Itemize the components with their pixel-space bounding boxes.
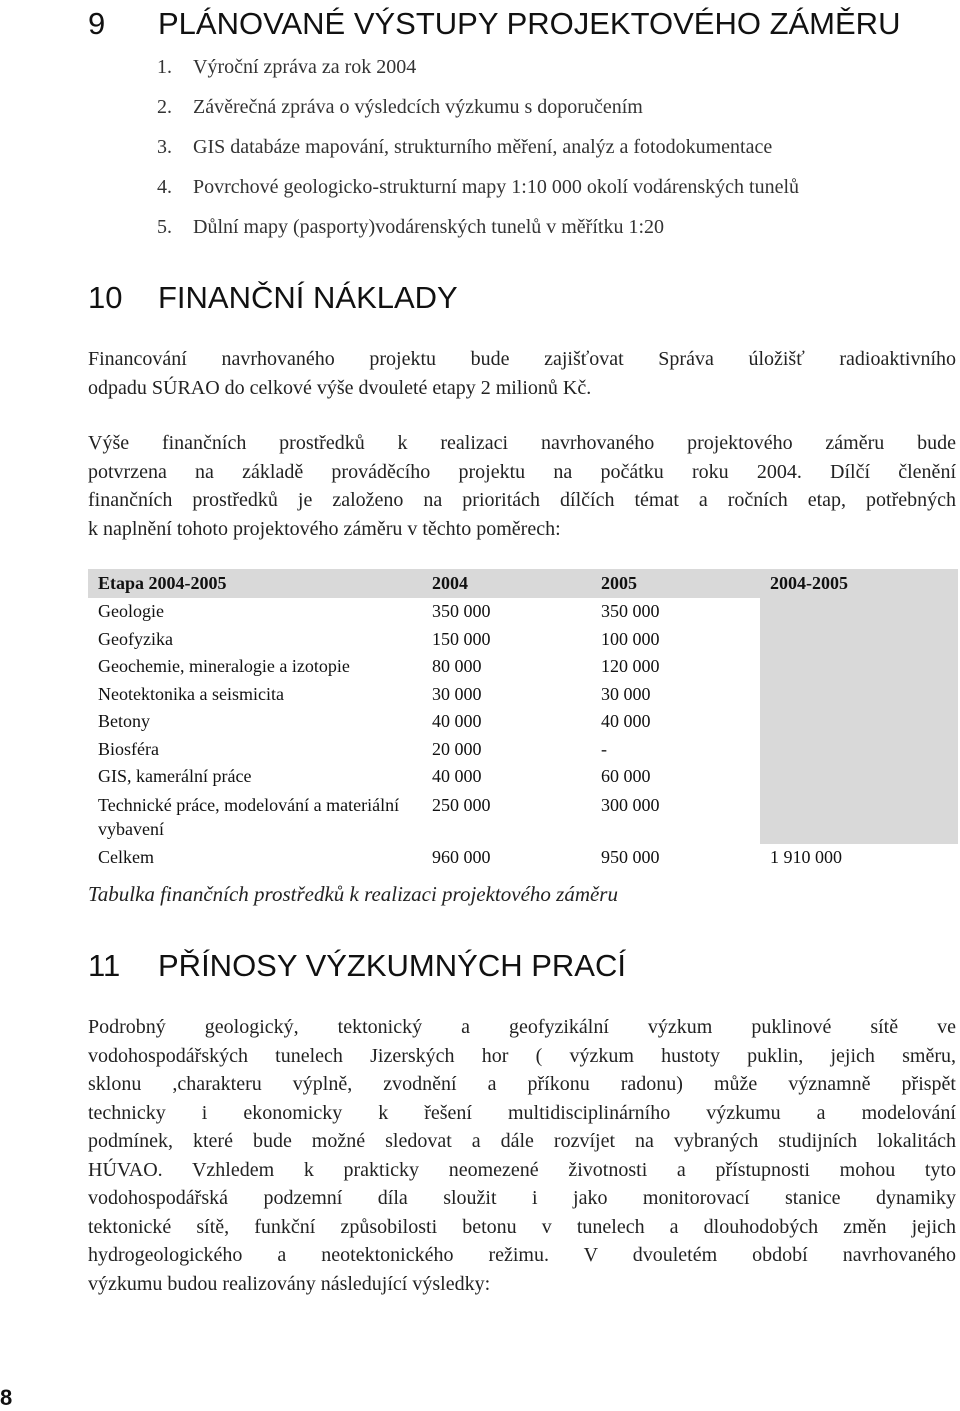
text-line: technicky i ekonomicky k řešení multidisciplinárního výzkumu a modelování — [88, 1101, 956, 1124]
table-row — [88, 681, 958, 709]
table-cell: Celkem — [98, 846, 154, 867]
table-cell: 40 000 — [601, 711, 651, 731]
list-item — [157, 174, 799, 214]
section-9-number: 9 — [88, 6, 106, 41]
table-caption: Tabulka finančních prostředků k realizaci projektového záměru — [88, 882, 618, 906]
table-cell: Biosféra — [98, 738, 159, 759]
table-row — [88, 598, 958, 626]
table-cell — [760, 681, 958, 709]
table-cell: Geologie — [98, 601, 164, 621]
header-cell: 2004-2005 — [760, 569, 958, 598]
section-10-number: 10 — [88, 280, 123, 315]
table-cell — [760, 653, 958, 681]
table-cell: Neotektonika a seismicita — [98, 683, 284, 704]
table-cell: Geochemie, mineralogie a izotopie — [98, 656, 350, 676]
list-item — [157, 94, 799, 134]
table-cell: 150 000 — [431, 628, 491, 649]
table-cell: 20 000 — [431, 738, 482, 759]
text-line: vodohospodářských tunelech Jizerských hor ( výzkum hustoty puklin, jejich směru, — [88, 1044, 956, 1067]
table-cell: 950 000 — [601, 846, 660, 867]
table-cell: - — [601, 738, 608, 759]
list-item — [157, 134, 799, 174]
table-cell: 350 000 — [601, 601, 660, 621]
table-cell: 60 000 — [601, 766, 651, 786]
list-item-number: 1. — [157, 56, 172, 78]
text-line: HÚVAO. Vzhledem k prakticky neomezené životnosti a přístupnosti mohou tyto — [88, 1158, 956, 1181]
list-item-number: 5. — [157, 216, 172, 238]
table-cell: 350 000 — [431, 601, 491, 621]
section-11-heading — [88, 950, 626, 981]
list-item — [157, 214, 799, 254]
funds-paragraph — [88, 429, 956, 543]
text-line: potvrzena na základě prováděcího projektu na počátku roku 2004. Dílčí členění — [88, 460, 956, 483]
table-cell: 100 000 — [601, 628, 660, 649]
table-cell: 40 000 — [431, 766, 482, 786]
outputs-list — [157, 54, 799, 254]
table-cell: 40 000 — [431, 711, 482, 731]
table-cell: 30 000 — [601, 683, 651, 704]
text-line: sklonu ,charakteru výplně, zvodnění a příkonu radonu) může významně přispět — [88, 1073, 956, 1095]
list-item-number: 4. — [157, 176, 172, 198]
table-cell: 120 000 — [601, 656, 660, 676]
table-cell: 960 000 — [431, 846, 491, 867]
table-cell: Technické práce, modelování a materiální vybavení — [98, 794, 400, 839]
table-row — [88, 653, 958, 681]
table-cell: GIS, kamerální práce — [98, 766, 252, 786]
text-line: hydrogeologického a neotektonického režimu. V dvouletém období navrhovaného — [88, 1244, 956, 1266]
table-row — [88, 763, 958, 791]
table-row — [88, 626, 958, 654]
text-line: odpadu SÚRAO do celkové výše dvouleté etapy 2 milionů Kč. — [88, 376, 592, 399]
section-11-number: 11 — [88, 948, 121, 983]
table-cell: 80 000 — [431, 656, 482, 676]
table-cell: 300 000 — [601, 794, 660, 815]
section-11-title: PŘÍNOSY VÝZKUMNÝCH PRACÍ — [158, 948, 626, 983]
table-cell — [760, 763, 958, 791]
text-line: tektonické sítě, funkční způsobilosti betonu v tunelech a dlouhodobých změn jejich — [88, 1215, 956, 1238]
page-number: 8 — [0, 1385, 13, 1410]
table-cell: 250 000 — [431, 794, 491, 815]
text-line: Výše finančních prostředků k realizaci navrhovaného projektového záměru bude — [88, 432, 956, 454]
benefits-paragraph — [88, 1013, 956, 1298]
table-cell — [760, 626, 958, 654]
list-item — [157, 54, 799, 94]
header-cell: 2004 — [422, 569, 591, 598]
text-line: finančních prostředků je založeno na prioritách dílčích témat a ročních etap, potřebných — [88, 489, 956, 511]
table-cell: 30 000 — [431, 683, 482, 704]
list-item-text: Závěrečná zpráva o výsledcích výzkumu s doporučením — [193, 96, 643, 118]
text-line: Podrobný geologický, tektonický a geofyzikální výzkum puklinové sítě ve — [88, 1016, 956, 1038]
section-9-heading — [88, 8, 900, 39]
text-line: výzkumu budou realizovány následující výsledky: — [88, 1272, 491, 1295]
table-cell: Geofyzika — [98, 628, 173, 649]
table-row — [88, 736, 958, 764]
table-cell — [760, 598, 958, 626]
header-cell: 2005 — [591, 569, 760, 598]
table-row — [88, 844, 958, 872]
text-line: Financování navrhovaného projektu bude zajišťovat Správa úložišť radioaktivního — [88, 348, 956, 370]
list-item-number: 2. — [157, 96, 172, 118]
financing-paragraph — [88, 345, 956, 402]
list-item-text: Výroční zpráva za rok 2004 — [193, 56, 417, 78]
table-row — [88, 708, 958, 736]
table-cell: 1 910 000 — [770, 846, 843, 867]
section-9-title: PLÁNOVANÉ VÝSTUPY PROJEKTOVÉHO ZÁMĚRU — [158, 6, 901, 41]
list-item-text: Povrchové geologicko-strukturní mapy 1:10 000 okolí vodárenských tunelů — [193, 176, 800, 198]
table-cell — [760, 736, 958, 764]
table-cell: Betony — [98, 711, 150, 731]
table-header-row — [88, 569, 958, 598]
section-10-title: FINANČNÍ NÁKLADY — [158, 280, 458, 315]
table-row — [88, 791, 958, 844]
text-line: vodohospodářská podzemní díla sloužit i jako monitorovací stanice dynamiky — [88, 1187, 956, 1209]
text-line: k naplnění tohoto projektového záměru v těchto poměrech: — [88, 517, 561, 540]
costs-table — [88, 569, 958, 871]
list-item-text: GIS databáze mapování, strukturního měření, analýz a fotodokumentace — [193, 136, 773, 158]
section-10-heading — [88, 282, 458, 313]
table-cell — [760, 791, 958, 844]
header-cell: Etapa 2004-2005 — [88, 569, 422, 598]
list-item-number: 3. — [157, 136, 172, 158]
table-cell — [760, 708, 958, 736]
list-item-text: Důlní mapy (pasporty)vodárenských tunelů v měřítku 1:20 — [193, 216, 665, 238]
text-line: podmínek, které bude možné sledovat a dále rozvíjet na vybraných studijních lokalitách — [88, 1130, 956, 1152]
